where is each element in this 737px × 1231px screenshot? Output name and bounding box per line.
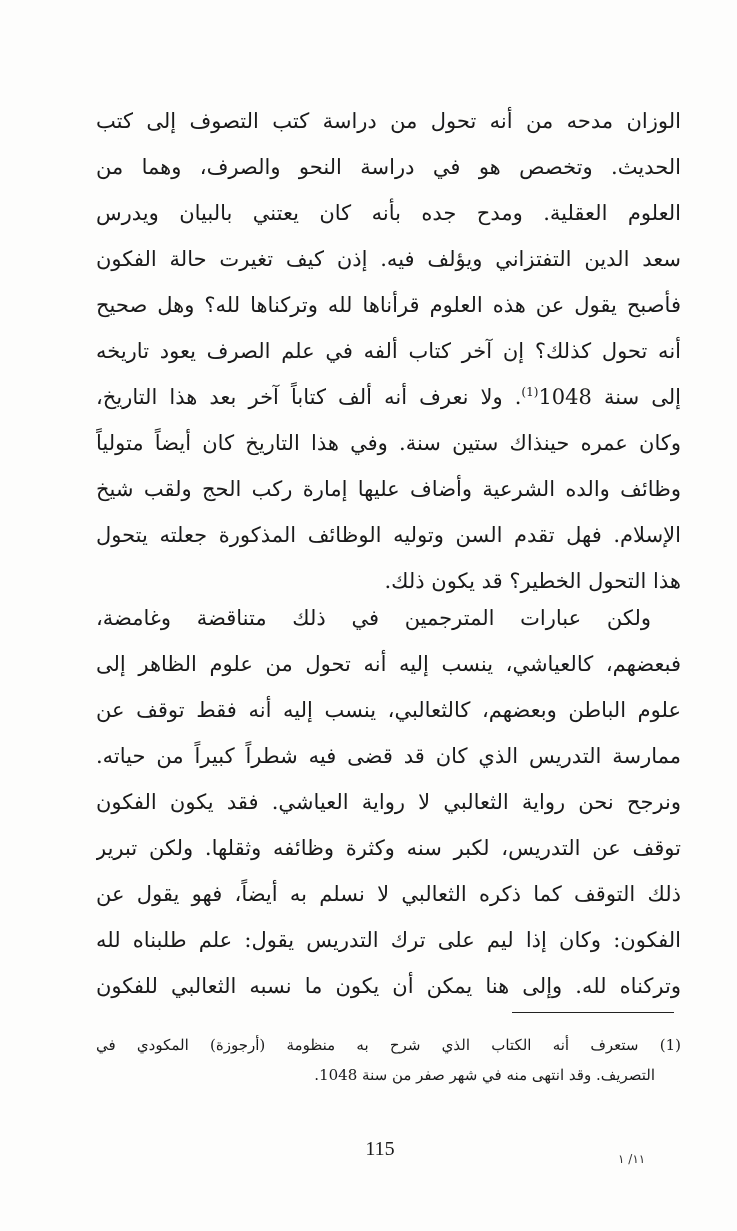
text-line: فأصبح يقول عن هذه العلوم قرأناها لله وتركناها لله؟ وهل صحيح [96, 293, 681, 317]
footnote-line: التصريف. وقد انتهى منه في شهر صفر من سنة 1048. [314, 1066, 655, 1084]
footnote [96, 1030, 681, 1090]
text-line: فبعضهم، كالعياشي، ينسب إليه أنه تحول من علوم الظاهر إلى [96, 652, 681, 676]
text-line: وتركناه لله. وإلى هنا يمكن أن يكون ما نسبه الثعالبي للفكون [96, 974, 681, 998]
footnote-line: (1) ستعرف أنه الكتاب الذي شرح به منظومة (أرجوزة) المكودي في [96, 1036, 681, 1054]
text-line: الوزان مدحه من أنه تحول من دراسة كتب التصوف إلى كتب [96, 109, 681, 133]
paragraph-1 [96, 98, 681, 604]
text-line: توقف عن التدريس، لكبر سنه وكثرة وظائفه وثقلها. ولكن تبرير [96, 836, 681, 860]
text-line: ممارسة التدريس الذي كان قد قضى فيه شطراً كبيراً من حياته. [96, 744, 681, 768]
text-line-with-footnote-ref [96, 374, 681, 420]
text-line: وظائف والده الشرعية وأضاف عليها إمارة ركب الحج ولقب شيخ [96, 477, 681, 501]
text-line: الفكون: وكان إذا ليم على ترك التدريس يقول: علم طلبناه لله [96, 928, 681, 952]
text-line: الحديث. وتخصص هو في دراسة النحو والصرف، وهما من [96, 155, 681, 179]
text-line: ذلك التوقف كما ذكره الثعالبي لا نسلم به أيضاً، فهو يقول عن [96, 882, 681, 906]
text-segment: . ولا نعرف أنه ألف كتاباً آخر بعد هذا التاريخ، [96, 385, 522, 409]
paragraph-2 [96, 595, 681, 1009]
text-line: علوم الباطن وبعضهم، كالثعالبي، ينسب إليه أنه فقط توقف عن [96, 698, 681, 722]
text-line: ولكن عبارات المترجمين في ذلك متناقضة وغامضة، [96, 606, 651, 630]
text-line: العلوم العقلية. ومدح جده بأنه كان يعتني بالبيان ويدرس [96, 201, 681, 225]
text-line: هذا التحول الخطير؟ قد يكون ذلك. [384, 569, 681, 593]
text-segment: إلى سنة 1048 [538, 385, 681, 409]
text-line: الإسلام. فهل تقدم السن وتوليه الوظائف المذكورة جعلته يتحول [96, 523, 681, 547]
text-line: سعد الدين التفتزاني ويؤلف فيه. إذن كيف تغيرت حالة الفكون [96, 247, 681, 271]
page-number: 115 [365, 1138, 395, 1160]
text-line: أنه تحول كذلك؟ إن آخر كتاب ألفه في علم الصرف يعود تاريخه [96, 339, 681, 363]
footnote-divider [512, 1012, 674, 1013]
text-line: ونرجح نحن رواية الثعالبي لا رواية العياشي. فقد يكون الفكون [96, 790, 681, 814]
printer-signature-mark: ١١/ ١ [618, 1152, 646, 1166]
text-line: وكان عمره حينذاك ستين سنة. وفي هذا التاريخ كان أيضاً متولياً [96, 431, 681, 455]
footnote-marker[interactable]: (1) [521, 385, 539, 399]
